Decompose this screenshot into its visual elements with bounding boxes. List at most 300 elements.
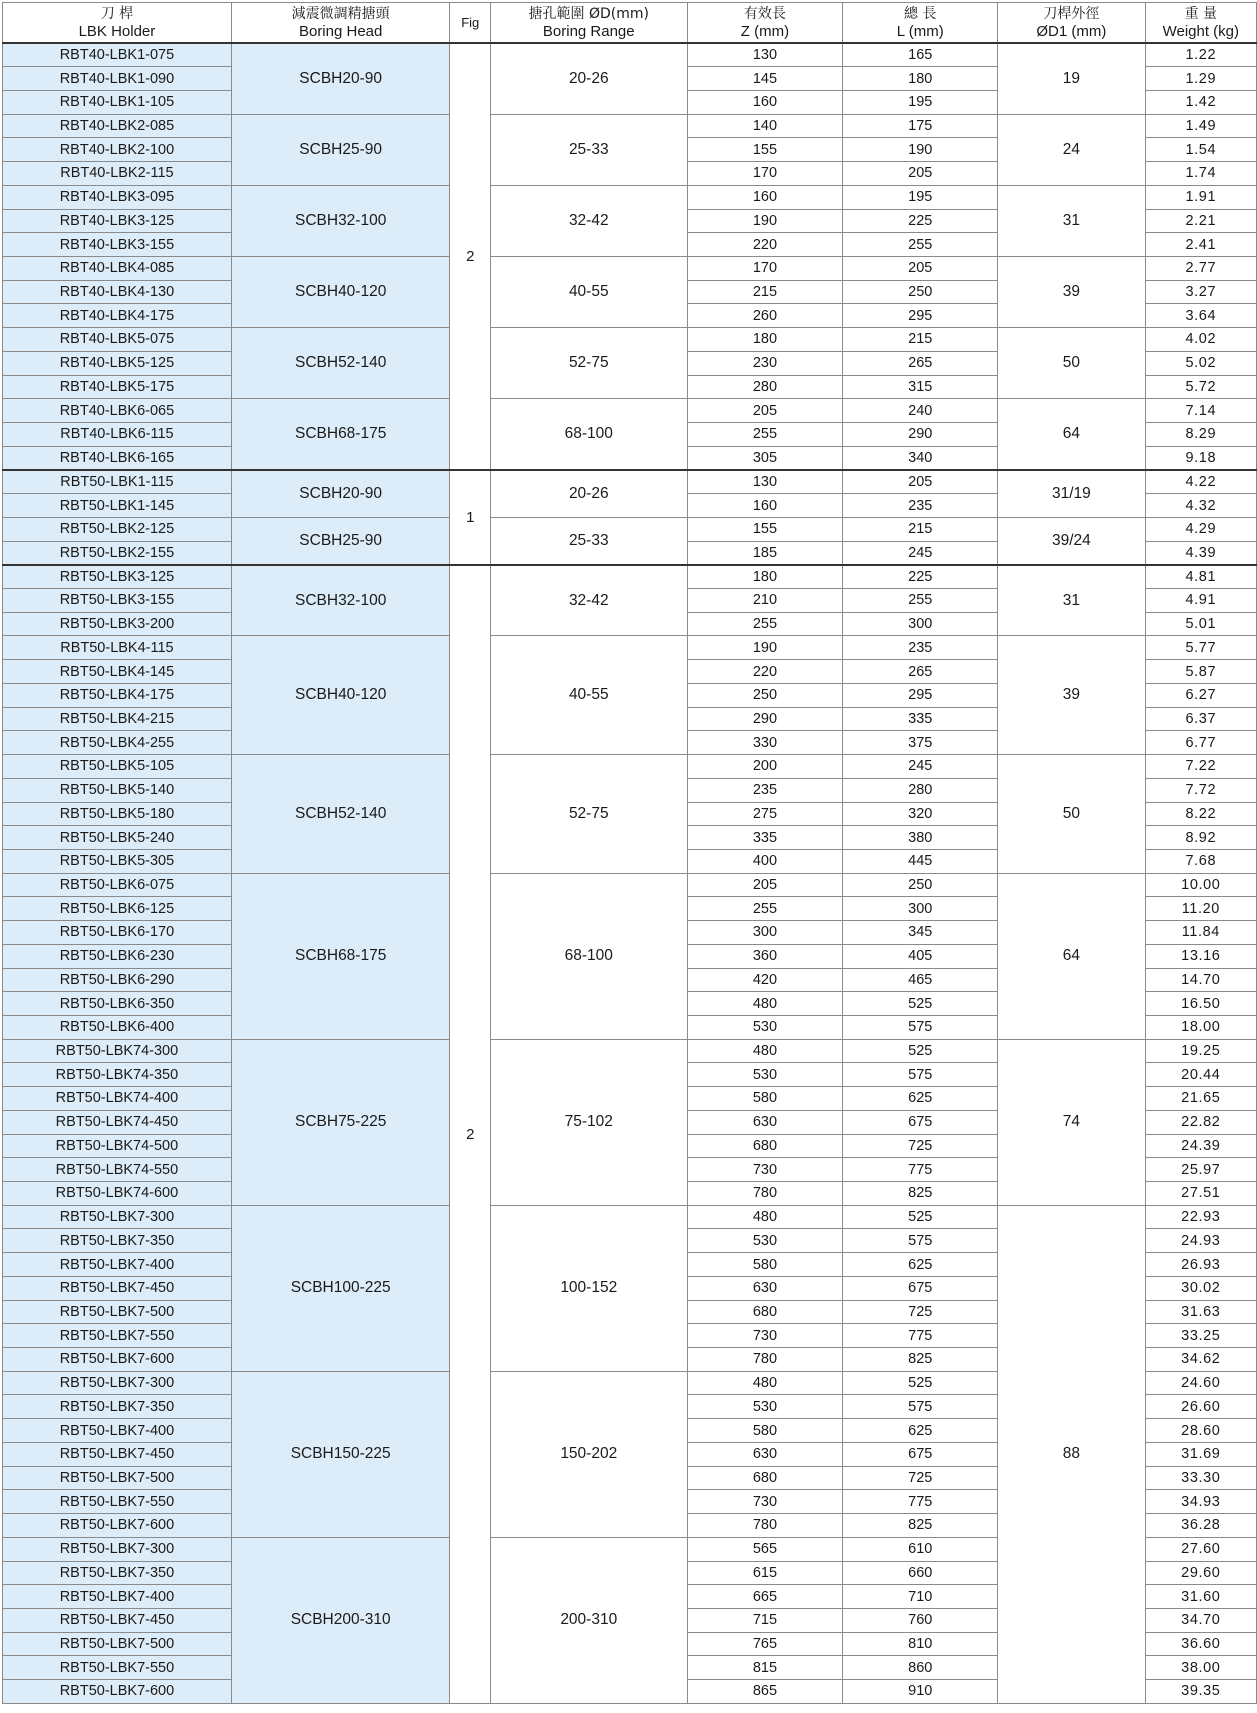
weight-cell: 34.93 bbox=[1145, 1490, 1256, 1514]
holder-cell: RBT50-LBK6-400 bbox=[3, 1015, 232, 1039]
z-length-cell: 190 bbox=[687, 636, 843, 660]
weight-cell: 29.60 bbox=[1145, 1561, 1256, 1585]
holder-cell: RBT50-LBK7-350 bbox=[3, 1229, 232, 1253]
weight-cell: 30.02 bbox=[1145, 1276, 1256, 1300]
z-length-cell: 230 bbox=[687, 351, 843, 375]
weight-cell: 5.72 bbox=[1145, 375, 1256, 399]
total-length-cell: 205 bbox=[843, 256, 998, 280]
holder-cell: RBT50-LBK7-300 bbox=[3, 1371, 232, 1395]
holder-cell: RBT50-LBK6-350 bbox=[3, 992, 232, 1016]
weight-cell: 25.97 bbox=[1145, 1158, 1256, 1182]
weight-cell: 18.00 bbox=[1145, 1015, 1256, 1039]
boring-head-cell: SCBH150-225 bbox=[231, 1371, 450, 1537]
holder-cell: RBT50-LBK6-125 bbox=[3, 897, 232, 921]
total-length-cell: 405 bbox=[843, 944, 998, 968]
holder-cell: RBT40-LBK5-125 bbox=[3, 351, 232, 375]
boring-head-cell: SCBH200-310 bbox=[231, 1537, 450, 1703]
z-length-cell: 155 bbox=[687, 517, 843, 541]
z-length-cell: 280 bbox=[687, 375, 843, 399]
weight-cell: 31.60 bbox=[1145, 1585, 1256, 1609]
holder-cell: RBT50-LBK4-255 bbox=[3, 731, 232, 755]
boring-head-cell: SCBH40-120 bbox=[231, 636, 450, 755]
z-length-cell: 480 bbox=[687, 1039, 843, 1063]
z-length-cell: 205 bbox=[687, 873, 843, 897]
holder-cell: RBT50-LBK7-300 bbox=[3, 1205, 232, 1229]
total-length-cell: 575 bbox=[843, 1229, 998, 1253]
weight-cell: 6.27 bbox=[1145, 683, 1256, 707]
holder-cell: RBT50-LBK7-400 bbox=[3, 1585, 232, 1609]
boring-range-cell: 32-42 bbox=[491, 565, 687, 636]
weight-cell: 5.77 bbox=[1145, 636, 1256, 660]
weight-cell: 8.92 bbox=[1145, 826, 1256, 850]
holder-cell: RBT50-LBK5-305 bbox=[3, 849, 232, 873]
total-length-cell: 320 bbox=[843, 802, 998, 826]
lbk-spec-table bbox=[2, 2, 1257, 1704]
total-length-cell: 215 bbox=[843, 517, 998, 541]
weight-cell: 24.60 bbox=[1145, 1371, 1256, 1395]
z-length-cell: 730 bbox=[687, 1324, 843, 1348]
weight-cell: 22.82 bbox=[1145, 1110, 1256, 1134]
total-length-cell: 215 bbox=[843, 328, 998, 352]
weight-cell: 1.54 bbox=[1145, 138, 1256, 162]
weight-cell: 24.39 bbox=[1145, 1134, 1256, 1158]
weight-cell: 4.02 bbox=[1145, 328, 1256, 352]
total-length-cell: 810 bbox=[843, 1632, 998, 1656]
boring-head-cell: SCBH25-90 bbox=[231, 517, 450, 564]
weight-cell: 26.93 bbox=[1145, 1253, 1256, 1277]
col-header-d1: 刀桿外徑 ØD1 (mm) bbox=[998, 3, 1145, 44]
holder-cell: RBT50-LBK7-400 bbox=[3, 1253, 232, 1277]
weight-cell: 4.32 bbox=[1145, 494, 1256, 518]
boring-head-cell: SCBH32-100 bbox=[231, 565, 450, 636]
holder-cell: RBT40-LBK3-125 bbox=[3, 209, 232, 233]
total-length-cell: 775 bbox=[843, 1490, 998, 1514]
z-length-cell: 170 bbox=[687, 256, 843, 280]
z-length-cell: 665 bbox=[687, 1585, 843, 1609]
total-length-cell: 225 bbox=[843, 209, 998, 233]
weight-cell: 11.20 bbox=[1145, 897, 1256, 921]
total-length-cell: 775 bbox=[843, 1158, 998, 1182]
weight-cell: 27.60 bbox=[1145, 1537, 1256, 1561]
holder-cell: RBT50-LBK1-115 bbox=[3, 470, 232, 494]
holder-cell: RBT40-LBK2-115 bbox=[3, 162, 232, 186]
total-length-cell: 165 bbox=[843, 43, 998, 67]
total-length-cell: 465 bbox=[843, 968, 998, 992]
z-length-cell: 255 bbox=[687, 897, 843, 921]
z-length-cell: 715 bbox=[687, 1608, 843, 1632]
holder-diameter-cell: 39 bbox=[998, 636, 1145, 755]
holder-cell: RBT50-LBK7-550 bbox=[3, 1490, 232, 1514]
z-length-cell: 730 bbox=[687, 1158, 843, 1182]
z-length-cell: 580 bbox=[687, 1253, 843, 1277]
col-header-fig: Fig bbox=[450, 3, 491, 44]
table-row bbox=[3, 256, 1257, 280]
z-length-cell: 205 bbox=[687, 399, 843, 423]
weight-cell: 33.30 bbox=[1145, 1466, 1256, 1490]
z-length-cell: 530 bbox=[687, 1395, 843, 1419]
z-length-cell: 255 bbox=[687, 612, 843, 636]
col-header-boring-range: 搪孔範圍 ØD(mm) Boring Range bbox=[491, 3, 687, 44]
weight-cell: 2.21 bbox=[1145, 209, 1256, 233]
weight-cell: 7.72 bbox=[1145, 778, 1256, 802]
z-length-cell: 630 bbox=[687, 1110, 843, 1134]
table-row bbox=[3, 114, 1257, 138]
weight-cell: 5.01 bbox=[1145, 612, 1256, 636]
boring-head-cell: SCBH52-140 bbox=[231, 328, 450, 399]
holder-cell: RBT50-LBK7-550 bbox=[3, 1324, 232, 1348]
weight-cell: 33.25 bbox=[1145, 1324, 1256, 1348]
weight-cell: 8.29 bbox=[1145, 423, 1256, 447]
holder-cell: RBT50-LBK3-125 bbox=[3, 565, 232, 589]
z-length-cell: 680 bbox=[687, 1466, 843, 1490]
total-length-cell: 575 bbox=[843, 1015, 998, 1039]
total-length-cell: 825 bbox=[843, 1514, 998, 1538]
holder-cell: RBT50-LBK3-155 bbox=[3, 589, 232, 613]
z-length-cell: 180 bbox=[687, 328, 843, 352]
header-row bbox=[3, 3, 1257, 44]
holder-cell: RBT40-LBK2-100 bbox=[3, 138, 232, 162]
total-length-cell: 240 bbox=[843, 399, 998, 423]
holder-cell: RBT50-LBK6-290 bbox=[3, 968, 232, 992]
holder-cell: RBT40-LBK1-075 bbox=[3, 43, 232, 67]
total-length-cell: 245 bbox=[843, 755, 998, 779]
z-length-cell: 180 bbox=[687, 565, 843, 589]
table-row bbox=[3, 328, 1257, 352]
total-length-cell: 375 bbox=[843, 731, 998, 755]
holder-cell: RBT40-LBK4-175 bbox=[3, 304, 232, 328]
holder-cell: RBT40-LBK4-130 bbox=[3, 280, 232, 304]
holder-cell: RBT50-LBK7-500 bbox=[3, 1466, 232, 1490]
boring-range-cell: 20-26 bbox=[491, 43, 687, 114]
total-length-cell: 300 bbox=[843, 612, 998, 636]
holder-cell: RBT50-LBK7-600 bbox=[3, 1680, 232, 1704]
z-length-cell: 145 bbox=[687, 67, 843, 91]
total-length-cell: 860 bbox=[843, 1656, 998, 1680]
table-row bbox=[3, 565, 1257, 589]
weight-cell: 1.29 bbox=[1145, 67, 1256, 91]
holder-cell: RBT50-LBK2-155 bbox=[3, 541, 232, 565]
total-length-cell: 675 bbox=[843, 1442, 998, 1466]
total-length-cell: 250 bbox=[843, 873, 998, 897]
holder-cell: RBT50-LBK7-400 bbox=[3, 1419, 232, 1443]
boring-range-cell: 20-26 bbox=[491, 470, 687, 517]
z-length-cell: 565 bbox=[687, 1537, 843, 1561]
boring-range-cell: 75-102 bbox=[491, 1039, 687, 1205]
z-length-cell: 815 bbox=[687, 1656, 843, 1680]
boring-range-cell: 68-100 bbox=[491, 399, 687, 470]
col-header-z: 有效長 Z (mm) bbox=[687, 3, 843, 44]
total-length-cell: 625 bbox=[843, 1087, 998, 1111]
weight-cell: 1.91 bbox=[1145, 185, 1256, 209]
holder-cell: RBT40-LBK3-155 bbox=[3, 233, 232, 257]
total-length-cell: 265 bbox=[843, 351, 998, 375]
holder-cell: RBT50-LBK4-215 bbox=[3, 707, 232, 731]
holder-cell: RBT50-LBK7-450 bbox=[3, 1276, 232, 1300]
total-length-cell: 725 bbox=[843, 1134, 998, 1158]
holder-cell: RBT50-LBK6-170 bbox=[3, 921, 232, 945]
z-length-cell: 130 bbox=[687, 470, 843, 494]
boring-head-cell: SCBH32-100 bbox=[231, 185, 450, 256]
total-length-cell: 280 bbox=[843, 778, 998, 802]
z-length-cell: 185 bbox=[687, 541, 843, 565]
boring-head-cell: SCBH100-225 bbox=[231, 1205, 450, 1371]
holder-cell: RBT50-LBK5-105 bbox=[3, 755, 232, 779]
weight-cell: 16.50 bbox=[1145, 992, 1256, 1016]
holder-cell: RBT50-LBK1-145 bbox=[3, 494, 232, 518]
z-length-cell: 190 bbox=[687, 209, 843, 233]
boring-range-cell: 32-42 bbox=[491, 185, 687, 256]
total-length-cell: 205 bbox=[843, 162, 998, 186]
weight-cell: 5.02 bbox=[1145, 351, 1256, 375]
z-length-cell: 250 bbox=[687, 683, 843, 707]
holder-cell: RBT50-LBK7-500 bbox=[3, 1300, 232, 1324]
z-length-cell: 170 bbox=[687, 162, 843, 186]
weight-cell: 3.64 bbox=[1145, 304, 1256, 328]
holder-diameter-cell: 64 bbox=[998, 399, 1145, 470]
z-length-cell: 530 bbox=[687, 1229, 843, 1253]
z-length-cell: 630 bbox=[687, 1276, 843, 1300]
total-length-cell: 245 bbox=[843, 541, 998, 565]
z-length-cell: 215 bbox=[687, 280, 843, 304]
total-length-cell: 295 bbox=[843, 304, 998, 328]
holder-cell: RBT50-LBK7-600 bbox=[3, 1514, 232, 1538]
table-row bbox=[3, 470, 1257, 494]
weight-cell: 28.60 bbox=[1145, 1419, 1256, 1443]
holder-diameter-cell: 39/24 bbox=[998, 517, 1145, 564]
total-length-cell: 675 bbox=[843, 1110, 998, 1134]
fig-cell: 2 bbox=[450, 43, 491, 470]
holder-diameter-cell: 64 bbox=[998, 873, 1145, 1039]
z-length-cell: 335 bbox=[687, 826, 843, 850]
total-length-cell: 255 bbox=[843, 233, 998, 257]
holder-cell: RBT40-LBK6-165 bbox=[3, 446, 232, 470]
weight-cell: 9.18 bbox=[1145, 446, 1256, 470]
holder-cell: RBT50-LBK5-180 bbox=[3, 802, 232, 826]
weight-cell: 14.70 bbox=[1145, 968, 1256, 992]
holder-cell: RBT50-LBK7-300 bbox=[3, 1537, 232, 1561]
z-length-cell: 140 bbox=[687, 114, 843, 138]
boring-head-cell: SCBH20-90 bbox=[231, 43, 450, 114]
boring-head-cell: SCBH75-225 bbox=[231, 1039, 450, 1205]
total-length-cell: 190 bbox=[843, 138, 998, 162]
z-length-cell: 160 bbox=[687, 90, 843, 114]
z-length-cell: 330 bbox=[687, 731, 843, 755]
total-length-cell: 675 bbox=[843, 1276, 998, 1300]
boring-range-cell: 68-100 bbox=[491, 873, 687, 1039]
weight-cell: 6.37 bbox=[1145, 707, 1256, 731]
z-length-cell: 360 bbox=[687, 944, 843, 968]
holder-cell: RBT50-LBK7-550 bbox=[3, 1656, 232, 1680]
holder-diameter-cell: 39 bbox=[998, 256, 1145, 327]
holder-cell: RBT50-LBK4-175 bbox=[3, 683, 232, 707]
total-length-cell: 290 bbox=[843, 423, 998, 447]
boring-range-cell: 200-310 bbox=[491, 1537, 687, 1703]
weight-cell: 5.87 bbox=[1145, 660, 1256, 684]
boring-range-cell: 150-202 bbox=[491, 1371, 687, 1537]
col-header-boring-head: 減震微調精搪頭 Boring Head bbox=[231, 3, 450, 44]
z-length-cell: 580 bbox=[687, 1419, 843, 1443]
weight-cell: 7.22 bbox=[1145, 755, 1256, 779]
z-length-cell: 160 bbox=[687, 185, 843, 209]
total-length-cell: 315 bbox=[843, 375, 998, 399]
holder-diameter-cell: 19 bbox=[998, 43, 1145, 114]
boring-head-cell: SCBH68-175 bbox=[231, 873, 450, 1039]
total-length-cell: 825 bbox=[843, 1348, 998, 1372]
total-length-cell: 225 bbox=[843, 565, 998, 589]
holder-cell: RBT50-LBK74-500 bbox=[3, 1134, 232, 1158]
total-length-cell: 345 bbox=[843, 921, 998, 945]
boring-range-cell: 40-55 bbox=[491, 256, 687, 327]
total-length-cell: 525 bbox=[843, 1371, 998, 1395]
weight-cell: 4.39 bbox=[1145, 541, 1256, 565]
z-length-cell: 290 bbox=[687, 707, 843, 731]
holder-cell: RBT40-LBK2-085 bbox=[3, 114, 232, 138]
weight-cell: 20.44 bbox=[1145, 1063, 1256, 1087]
total-length-cell: 380 bbox=[843, 826, 998, 850]
total-length-cell: 300 bbox=[843, 897, 998, 921]
total-length-cell: 910 bbox=[843, 1680, 998, 1704]
col-header-holder: 刀 桿 LBK Holder bbox=[3, 3, 232, 44]
weight-cell: 13.16 bbox=[1145, 944, 1256, 968]
total-length-cell: 710 bbox=[843, 1585, 998, 1609]
z-length-cell: 220 bbox=[687, 660, 843, 684]
total-length-cell: 825 bbox=[843, 1182, 998, 1206]
holder-cell: RBT50-LBK5-140 bbox=[3, 778, 232, 802]
holder-diameter-cell: 88 bbox=[998, 1205, 1145, 1703]
boring-head-cell: SCBH68-175 bbox=[231, 399, 450, 470]
z-length-cell: 220 bbox=[687, 233, 843, 257]
weight-cell: 31.69 bbox=[1145, 1442, 1256, 1466]
total-length-cell: 235 bbox=[843, 494, 998, 518]
z-length-cell: 730 bbox=[687, 1490, 843, 1514]
weight-cell: 4.91 bbox=[1145, 589, 1256, 613]
z-length-cell: 865 bbox=[687, 1680, 843, 1704]
holder-diameter-cell: 74 bbox=[998, 1039, 1145, 1205]
total-length-cell: 295 bbox=[843, 683, 998, 707]
weight-cell: 8.22 bbox=[1145, 802, 1256, 826]
z-length-cell: 260 bbox=[687, 304, 843, 328]
weight-cell: 7.68 bbox=[1145, 849, 1256, 873]
weight-cell: 1.74 bbox=[1145, 162, 1256, 186]
holder-cell: RBT40-LBK5-175 bbox=[3, 375, 232, 399]
total-length-cell: 255 bbox=[843, 589, 998, 613]
z-length-cell: 400 bbox=[687, 849, 843, 873]
holder-diameter-cell: 50 bbox=[998, 755, 1145, 874]
holder-cell: RBT40-LBK3-095 bbox=[3, 185, 232, 209]
table-row bbox=[3, 517, 1257, 541]
fig-cell: 1 bbox=[450, 470, 491, 565]
table-row bbox=[3, 399, 1257, 423]
weight-cell: 3.27 bbox=[1145, 280, 1256, 304]
holder-cell: RBT50-LBK7-600 bbox=[3, 1348, 232, 1372]
weight-cell: 11.84 bbox=[1145, 921, 1256, 945]
weight-cell: 6.77 bbox=[1145, 731, 1256, 755]
z-length-cell: 780 bbox=[687, 1514, 843, 1538]
boring-head-cell: SCBH25-90 bbox=[231, 114, 450, 185]
z-length-cell: 160 bbox=[687, 494, 843, 518]
z-length-cell: 530 bbox=[687, 1015, 843, 1039]
weight-cell: 7.14 bbox=[1145, 399, 1256, 423]
holder-cell: RBT50-LBK74-450 bbox=[3, 1110, 232, 1134]
weight-cell: 1.42 bbox=[1145, 90, 1256, 114]
holder-diameter-cell: 31 bbox=[998, 185, 1145, 256]
z-length-cell: 420 bbox=[687, 968, 843, 992]
total-length-cell: 525 bbox=[843, 1205, 998, 1229]
z-length-cell: 680 bbox=[687, 1300, 843, 1324]
holder-cell: RBT50-LBK5-240 bbox=[3, 826, 232, 850]
table-body bbox=[3, 43, 1257, 1703]
z-length-cell: 300 bbox=[687, 921, 843, 945]
total-length-cell: 625 bbox=[843, 1419, 998, 1443]
weight-cell: 24.93 bbox=[1145, 1229, 1256, 1253]
total-length-cell: 610 bbox=[843, 1537, 998, 1561]
holder-cell: RBT50-LBK7-450 bbox=[3, 1608, 232, 1632]
z-length-cell: 615 bbox=[687, 1561, 843, 1585]
boring-head-cell: SCBH20-90 bbox=[231, 470, 450, 517]
holder-cell: RBT50-LBK74-550 bbox=[3, 1158, 232, 1182]
holder-diameter-cell: 31 bbox=[998, 565, 1145, 636]
boring-range-cell: 52-75 bbox=[491, 328, 687, 399]
weight-cell: 36.60 bbox=[1145, 1632, 1256, 1656]
holder-cell: RBT40-LBK1-105 bbox=[3, 90, 232, 114]
weight-cell: 10.00 bbox=[1145, 873, 1256, 897]
total-length-cell: 180 bbox=[843, 67, 998, 91]
boring-range-cell: 25-33 bbox=[491, 114, 687, 185]
weight-cell: 31.63 bbox=[1145, 1300, 1256, 1324]
weight-cell: 39.35 bbox=[1145, 1680, 1256, 1704]
z-length-cell: 275 bbox=[687, 802, 843, 826]
total-length-cell: 335 bbox=[843, 707, 998, 731]
weight-cell: 1.22 bbox=[1145, 43, 1256, 67]
z-length-cell: 255 bbox=[687, 423, 843, 447]
weight-cell: 34.62 bbox=[1145, 1348, 1256, 1372]
holder-cell: RBT50-LBK4-115 bbox=[3, 636, 232, 660]
table-row bbox=[3, 185, 1257, 209]
holder-cell: RBT40-LBK4-085 bbox=[3, 256, 232, 280]
weight-cell: 2.41 bbox=[1145, 233, 1256, 257]
holder-cell: RBT50-LBK7-350 bbox=[3, 1561, 232, 1585]
z-length-cell: 155 bbox=[687, 138, 843, 162]
total-length-cell: 195 bbox=[843, 90, 998, 114]
total-length-cell: 445 bbox=[843, 849, 998, 873]
table-row bbox=[3, 755, 1257, 779]
z-length-cell: 480 bbox=[687, 992, 843, 1016]
weight-cell: 34.70 bbox=[1145, 1608, 1256, 1632]
total-length-cell: 340 bbox=[843, 446, 998, 470]
weight-cell: 27.51 bbox=[1145, 1182, 1256, 1206]
total-length-cell: 525 bbox=[843, 992, 998, 1016]
holder-cell: RBT50-LBK2-125 bbox=[3, 517, 232, 541]
table-row bbox=[3, 43, 1257, 67]
weight-cell: 21.65 bbox=[1145, 1087, 1256, 1111]
holder-cell: RBT50-LBK6-230 bbox=[3, 944, 232, 968]
boring-range-cell: 52-75 bbox=[491, 755, 687, 874]
weight-cell: 2.77 bbox=[1145, 256, 1256, 280]
total-length-cell: 235 bbox=[843, 636, 998, 660]
holder-cell: RBT50-LBK4-145 bbox=[3, 660, 232, 684]
boring-range-cell: 25-33 bbox=[491, 517, 687, 564]
weight-cell: 4.29 bbox=[1145, 517, 1256, 541]
holder-cell: RBT40-LBK5-075 bbox=[3, 328, 232, 352]
table-row bbox=[3, 1039, 1257, 1063]
z-length-cell: 130 bbox=[687, 43, 843, 67]
holder-cell: RBT50-LBK74-300 bbox=[3, 1039, 232, 1063]
total-length-cell: 575 bbox=[843, 1063, 998, 1087]
weight-cell: 4.81 bbox=[1145, 565, 1256, 589]
holder-cell: RBT50-LBK74-600 bbox=[3, 1182, 232, 1206]
z-length-cell: 780 bbox=[687, 1182, 843, 1206]
total-length-cell: 725 bbox=[843, 1300, 998, 1324]
